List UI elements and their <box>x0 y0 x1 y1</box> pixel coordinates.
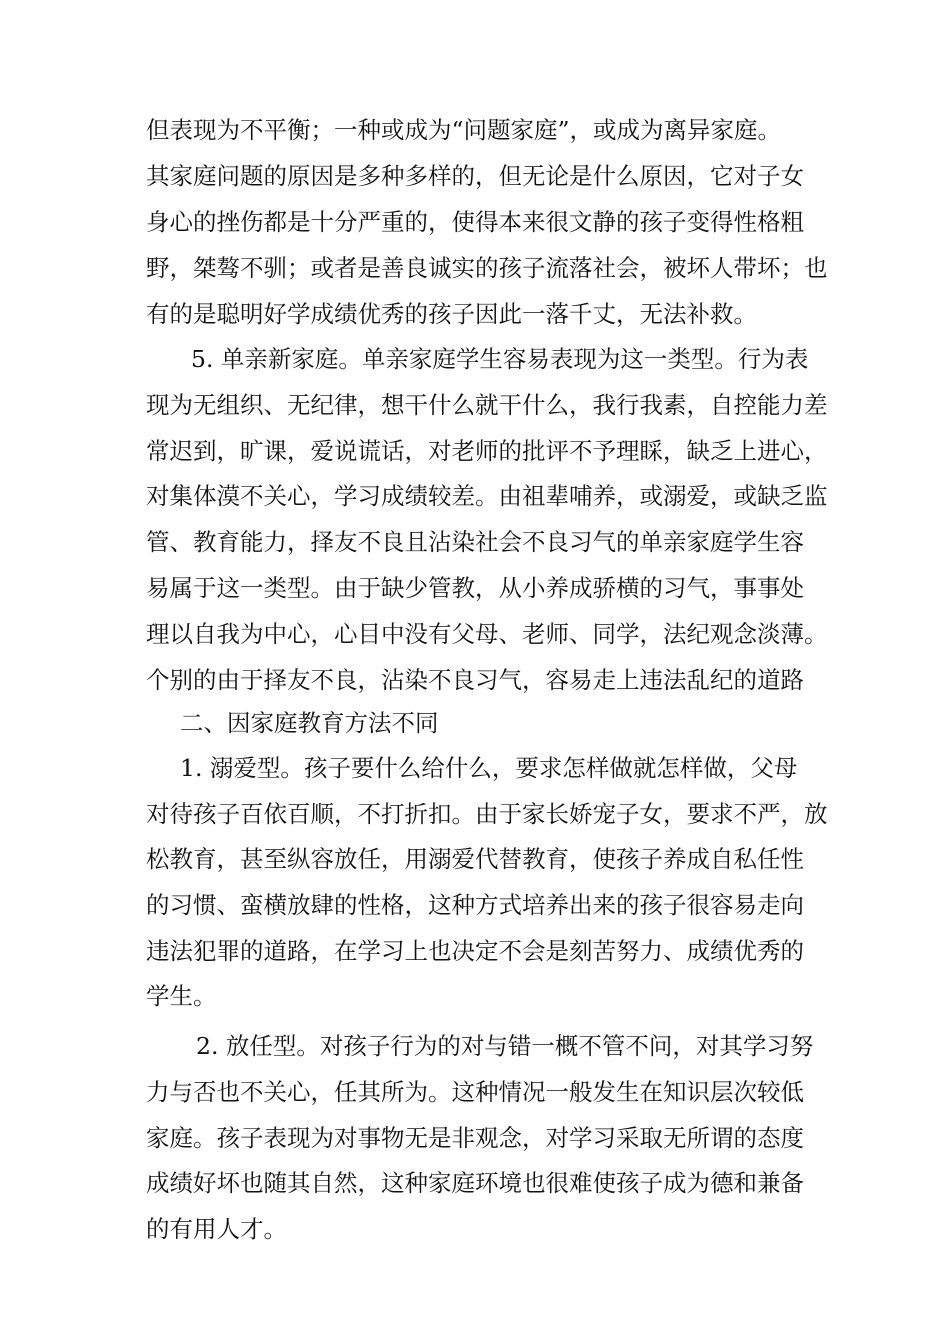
text-line: 的有用人才。 <box>146 1215 287 1243</box>
text-line: 家庭。孩子表现为对事物无是非观念，对学习采取无所谓的态度 <box>146 1124 804 1152</box>
text-line: 1. 溺爱型。孩子要什么给什么，要求怎样做就怎样做，父母 <box>180 754 798 782</box>
text-line: 松教育，甚至纵容放任，用溺爱代替教育，使孩子养成自私任性 <box>146 845 804 873</box>
text-line: 其家庭问题的原因是多种多样的，但无论是什么原因，它对子女 <box>146 162 804 190</box>
text-line: 野，桀骜不驯；或者是善良诚实的孩子流落社会，被坏人带坏；也 <box>146 254 828 282</box>
text-line: 有的是聪明好学成绩优秀的孩子因此一落千丈，无法补救。 <box>146 300 757 328</box>
text-line: 理以自我为中心，心目中没有父母、老师、同学，法纪观念淡薄。 <box>146 620 828 648</box>
text-line: 管、教育能力，择友不良且沾染社会不良习气的单亲家庭学生容 <box>146 528 804 556</box>
text-line: 个别的由于择友不良，沾染不良习气，容易走上违法乱纪的道路 <box>146 666 804 694</box>
text-line: 成绩好坏也随其自然，这种家庭环境也很难使孩子成为德和兼备 <box>146 1169 804 1197</box>
text-line: 但表现为不平衡；一种或成为“问题家庭”，或成为离异家庭。 <box>146 116 782 144</box>
text-line: 易属于这一类型。由于缺少管教，从小养成骄横的习气，事事处 <box>146 574 804 602</box>
section-heading: 二、因家庭教育方法不同 <box>180 709 439 737</box>
text-line: 力与否也不关心，任其所为。这种情况一般发生在知识层次较低 <box>146 1078 804 1106</box>
text-line: 现为无组织、无纪律，想干什么就干什么，我行我素，自控能力差 <box>146 391 828 419</box>
text-line: 对集体漠不关心，学习成绩较差。由祖辈哺养，或溺爱，或缺乏监 <box>146 482 828 510</box>
text-line: 常迟到，旷课，爱说谎话，对老师的批评不予理睬，缺乏上进心， <box>146 437 828 465</box>
text-line: 学生。 <box>146 982 217 1010</box>
text-line: 5. 单亲新家庭。单亲家庭学生容易表现为这一类型。行为表 <box>191 345 809 373</box>
text-line: 违法犯罪的道路，在学习上也决定不会是刻苦努力、成绩优秀的 <box>146 937 804 965</box>
text-line: 的习惯、蛮横放肆的性格，这种方式培养出来的孩子很容易走向 <box>146 891 804 919</box>
text-line: 2. 放任型。对孩子行为的对与错一概不管不问，对其学习努 <box>196 1032 814 1060</box>
text-line: 对待孩子百依百顺，不打折扣。由于家长娇宠子女，要求不严，放 <box>146 800 828 828</box>
text-line: 身心的挫伤都是十分严重的，使得本来很文静的孩子变得性格粗 <box>146 208 804 236</box>
